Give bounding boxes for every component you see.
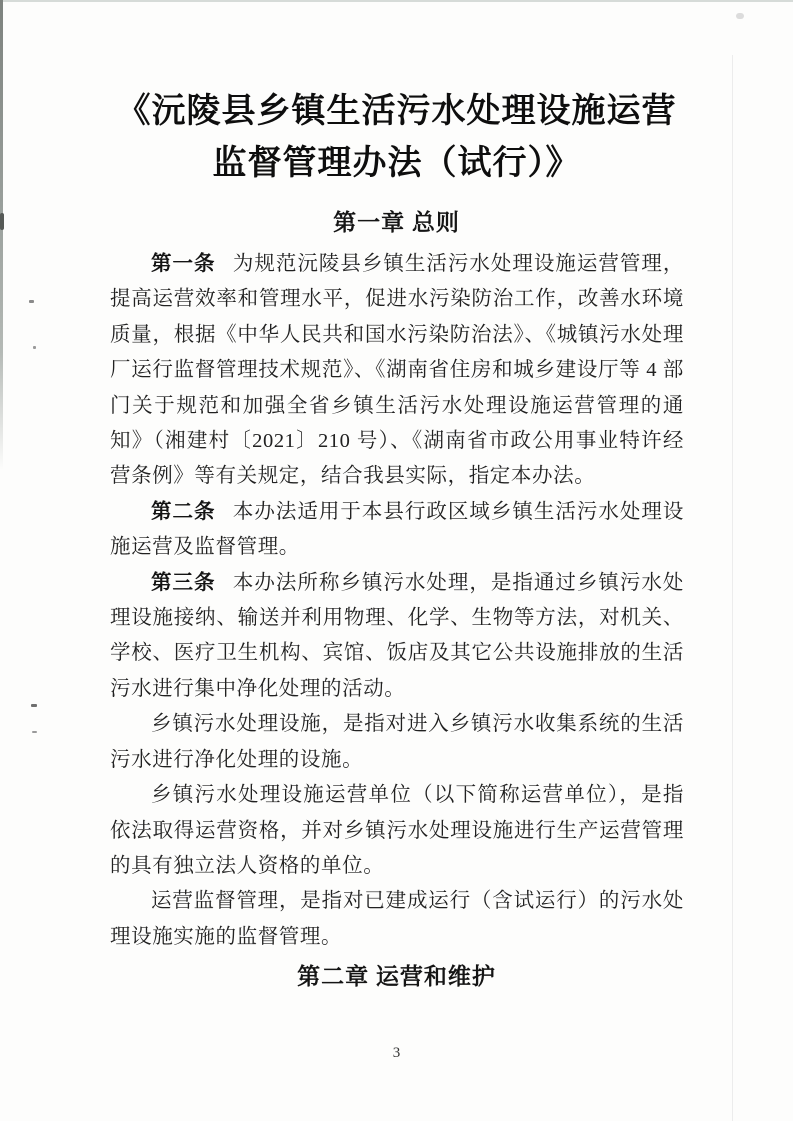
article-text: 为规范沅陵县乡镇生活污水处理设施运营管理，提高运营效率和管理水平，促进水污染防治工作，改善水环境质量，根据《中华人民共和国水污染防治法》、《城镇污水处理厂运行监督管理技术规范》、《湖南省住房和城乡建设厅等 4 部门关于规范和加强全省乡镇生活污水处理设施运营管理的通知》（湘建村〔2021〕210 号）、《湖南省市政公用事业特许经营条例》等有关规定，结合我县实际，指定本办法。 — [110, 253, 684, 488]
scan-smudge — [736, 13, 744, 19]
scan-left-edge-blob — [0, 213, 4, 230]
article-paragraph — [110, 247, 684, 495]
scan-speck — [29, 300, 34, 303]
article-text: 乡镇污水处理设施，是指对进入乡镇污水收集系统的生活污水进行净化处理的设施。 — [110, 713, 684, 771]
article-number: 第三条 — [151, 571, 216, 594]
article-number: 第二条 — [151, 500, 216, 523]
document-title: 《沅陵县乡镇生活污水处理设施运营监督管理办法（试行）》 — [116, 93, 677, 182]
article-paragraph — [110, 778, 684, 884]
scan-speck — [33, 346, 36, 349]
article-number: 第一条 — [151, 253, 216, 275]
chapter-2-heading: 第二章 运营和维护 — [297, 964, 496, 990]
article-paragraph — [110, 884, 684, 955]
scan-speck — [31, 704, 37, 707]
article-paragraph — [110, 495, 684, 566]
article-paragraph — [110, 707, 684, 778]
scan-top-edge-line — [0, 0, 793, 2]
article-paragraph — [110, 566, 684, 708]
article-text: 本办法适用于本县行政区域乡镇生活污水处理设施运营及监督管理。 — [110, 500, 684, 559]
scan-fold-line — [732, 55, 733, 1121]
article-text: 运营监督管理，是指对已建成运行（含试运行）的污水处理设施实施的监督管理。 — [110, 890, 684, 948]
scan-speck — [32, 731, 37, 733]
chapter-1-heading: 第一章 总则 — [333, 210, 460, 235]
article-text: 乡镇污水处理设施运营单位（以下简称运营单位），是指依法取得运营资格，并对乡镇污水处理设施进行生产运营管理的具有独立法人资格的单位。 — [110, 784, 684, 877]
scan-left-edge-line — [0, 0, 3, 470]
page-number: 3 — [392, 1045, 401, 1062]
document-body — [110, 247, 684, 955]
article-text: 本办法所称乡镇污水处理，是指通过乡镇污水处理设施接纳、输送并利用物理、化学、生物等方法，对机关、学校、医疗卫生机构、宾馆、饭店及其它公共设施排放的生活污水进行集中净化处理的活动。 — [110, 571, 684, 700]
